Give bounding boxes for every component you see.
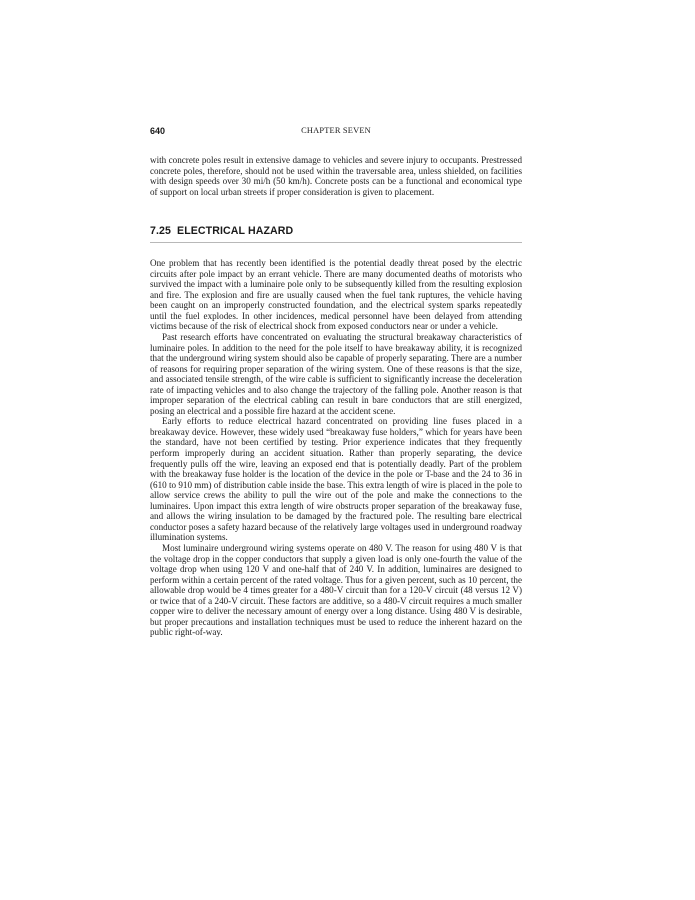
body-paragraph: Past research efforts have concentrated on evaluating the structural breakaway characteristics of luminaire poles. In addition to the need for the pole itself to have breakaway ability, it is recognized that the underground wiring system should also be capable of properly separating. There are a number of reasons for requiring proper separation of the wiring system. One of these reasons is that the size, and associated tensile strength, of the wire cable is sufficient to significantly increase the deceleration rate of impacting vehicles and to also change the trajectory of the falling pole. Another reason is that improper separation of the electrical cabling can result in bare conductors that are still energized, posing an electrical and a possible fire hazard at the accident scene. xyxy=(150,332,522,416)
intro-paragraph: with concrete poles result in extensive damage to vehicles and severe injury to occupants. Prestressed concrete poles, therefore, should not be used within the traversable area, unless shielded, on facilities with design speeds over 30 mi/h (50 km/h). Concrete posts can be a functional and economical type of support on local urban streets if proper consideration is given to placement. xyxy=(150,155,522,197)
body-paragraph: Most luminaire underground wiring systems operate on 480 V. The reason for using 480 V is that the voltage drop in the copper conductors that supply a given load is only one-fourth the value of the voltage drop when using 120 V and one-half that of 240 V. In addition, luminaires are designed to perform within a certain percent of the rated voltage. Thus for a given percent, such as 10 percent, the allowable drop would be 4 times greater for a 480-V circuit than for a 120-V circuit (48 versus 12 V) or twice that of a 240-V circuit. These factors are additive, so a 480-V circuit requires a much smaller copper wire to deliver the necessary amount of energy over a long distance. Using 480 V is desirable, but proper precautions and installation techniques must be used to reduce the inherent hazard on the public right-of-way. xyxy=(150,542,522,638)
section-body xyxy=(150,258,522,638)
running-head xyxy=(150,118,522,134)
intro-text xyxy=(150,155,522,197)
book-page xyxy=(150,118,522,638)
section-number: 7.25 xyxy=(150,225,172,238)
chapter-title: CHAPTER SEVEN xyxy=(301,126,371,135)
body-paragraph: Early efforts to reduce electrical hazard concentrated on providing line fuses placed in a breakaway device. However, these widely used “breakaway fuse holders,” which for years have been the standard, have not been certified by testing. Prior experience indicates that they frequently perform improperly during an accident situation. Rather than properly separating, the device frequently pulls off the wire, leaving an exposed end that is potentially deadly. Part of the problem with the breakaway fuse holder is the location of the device in the pole or T-base and the 24 to 36 in (610 to 910 mm) of distribution cable inside the base. This extra length of wire is placed in the pole to allow service crews the ability to pull the wire out of the pole and make the connections to the luminaires. Upon impact this extra length of wire obstructs proper separation of the breakaway fuse, and allows the wiring insulation to be damaged by the fractured pole. The resulting bare electrical conductor poses a safety hazard because of the relatively large voltages used in underground roadway illumination systems. xyxy=(150,416,522,543)
section-title: ELECTRICAL HAZARD xyxy=(177,225,294,238)
body-paragraph: One problem that has recently been identified is the potential deadly threat posed by the electric circuits after pole impact by an errant vehicle. There are many documented deaths of motorists who survived the impact with a luminaire pole only to be subsequently killed from the resulting explosion and fire. The explosion and fire are usually caused when the fuel tank ruptures, the vehicle having been caught on an improperly constructed foundation, and the electrical system sparks repeatedly until the fuel explodes. In other incidences, medical personnel have been delayed from attending victims because of the risk of electrical shock from exposed conductors near or under a vehicle. xyxy=(150,258,522,332)
page-number: 640 xyxy=(150,126,166,136)
section-heading xyxy=(150,225,522,243)
